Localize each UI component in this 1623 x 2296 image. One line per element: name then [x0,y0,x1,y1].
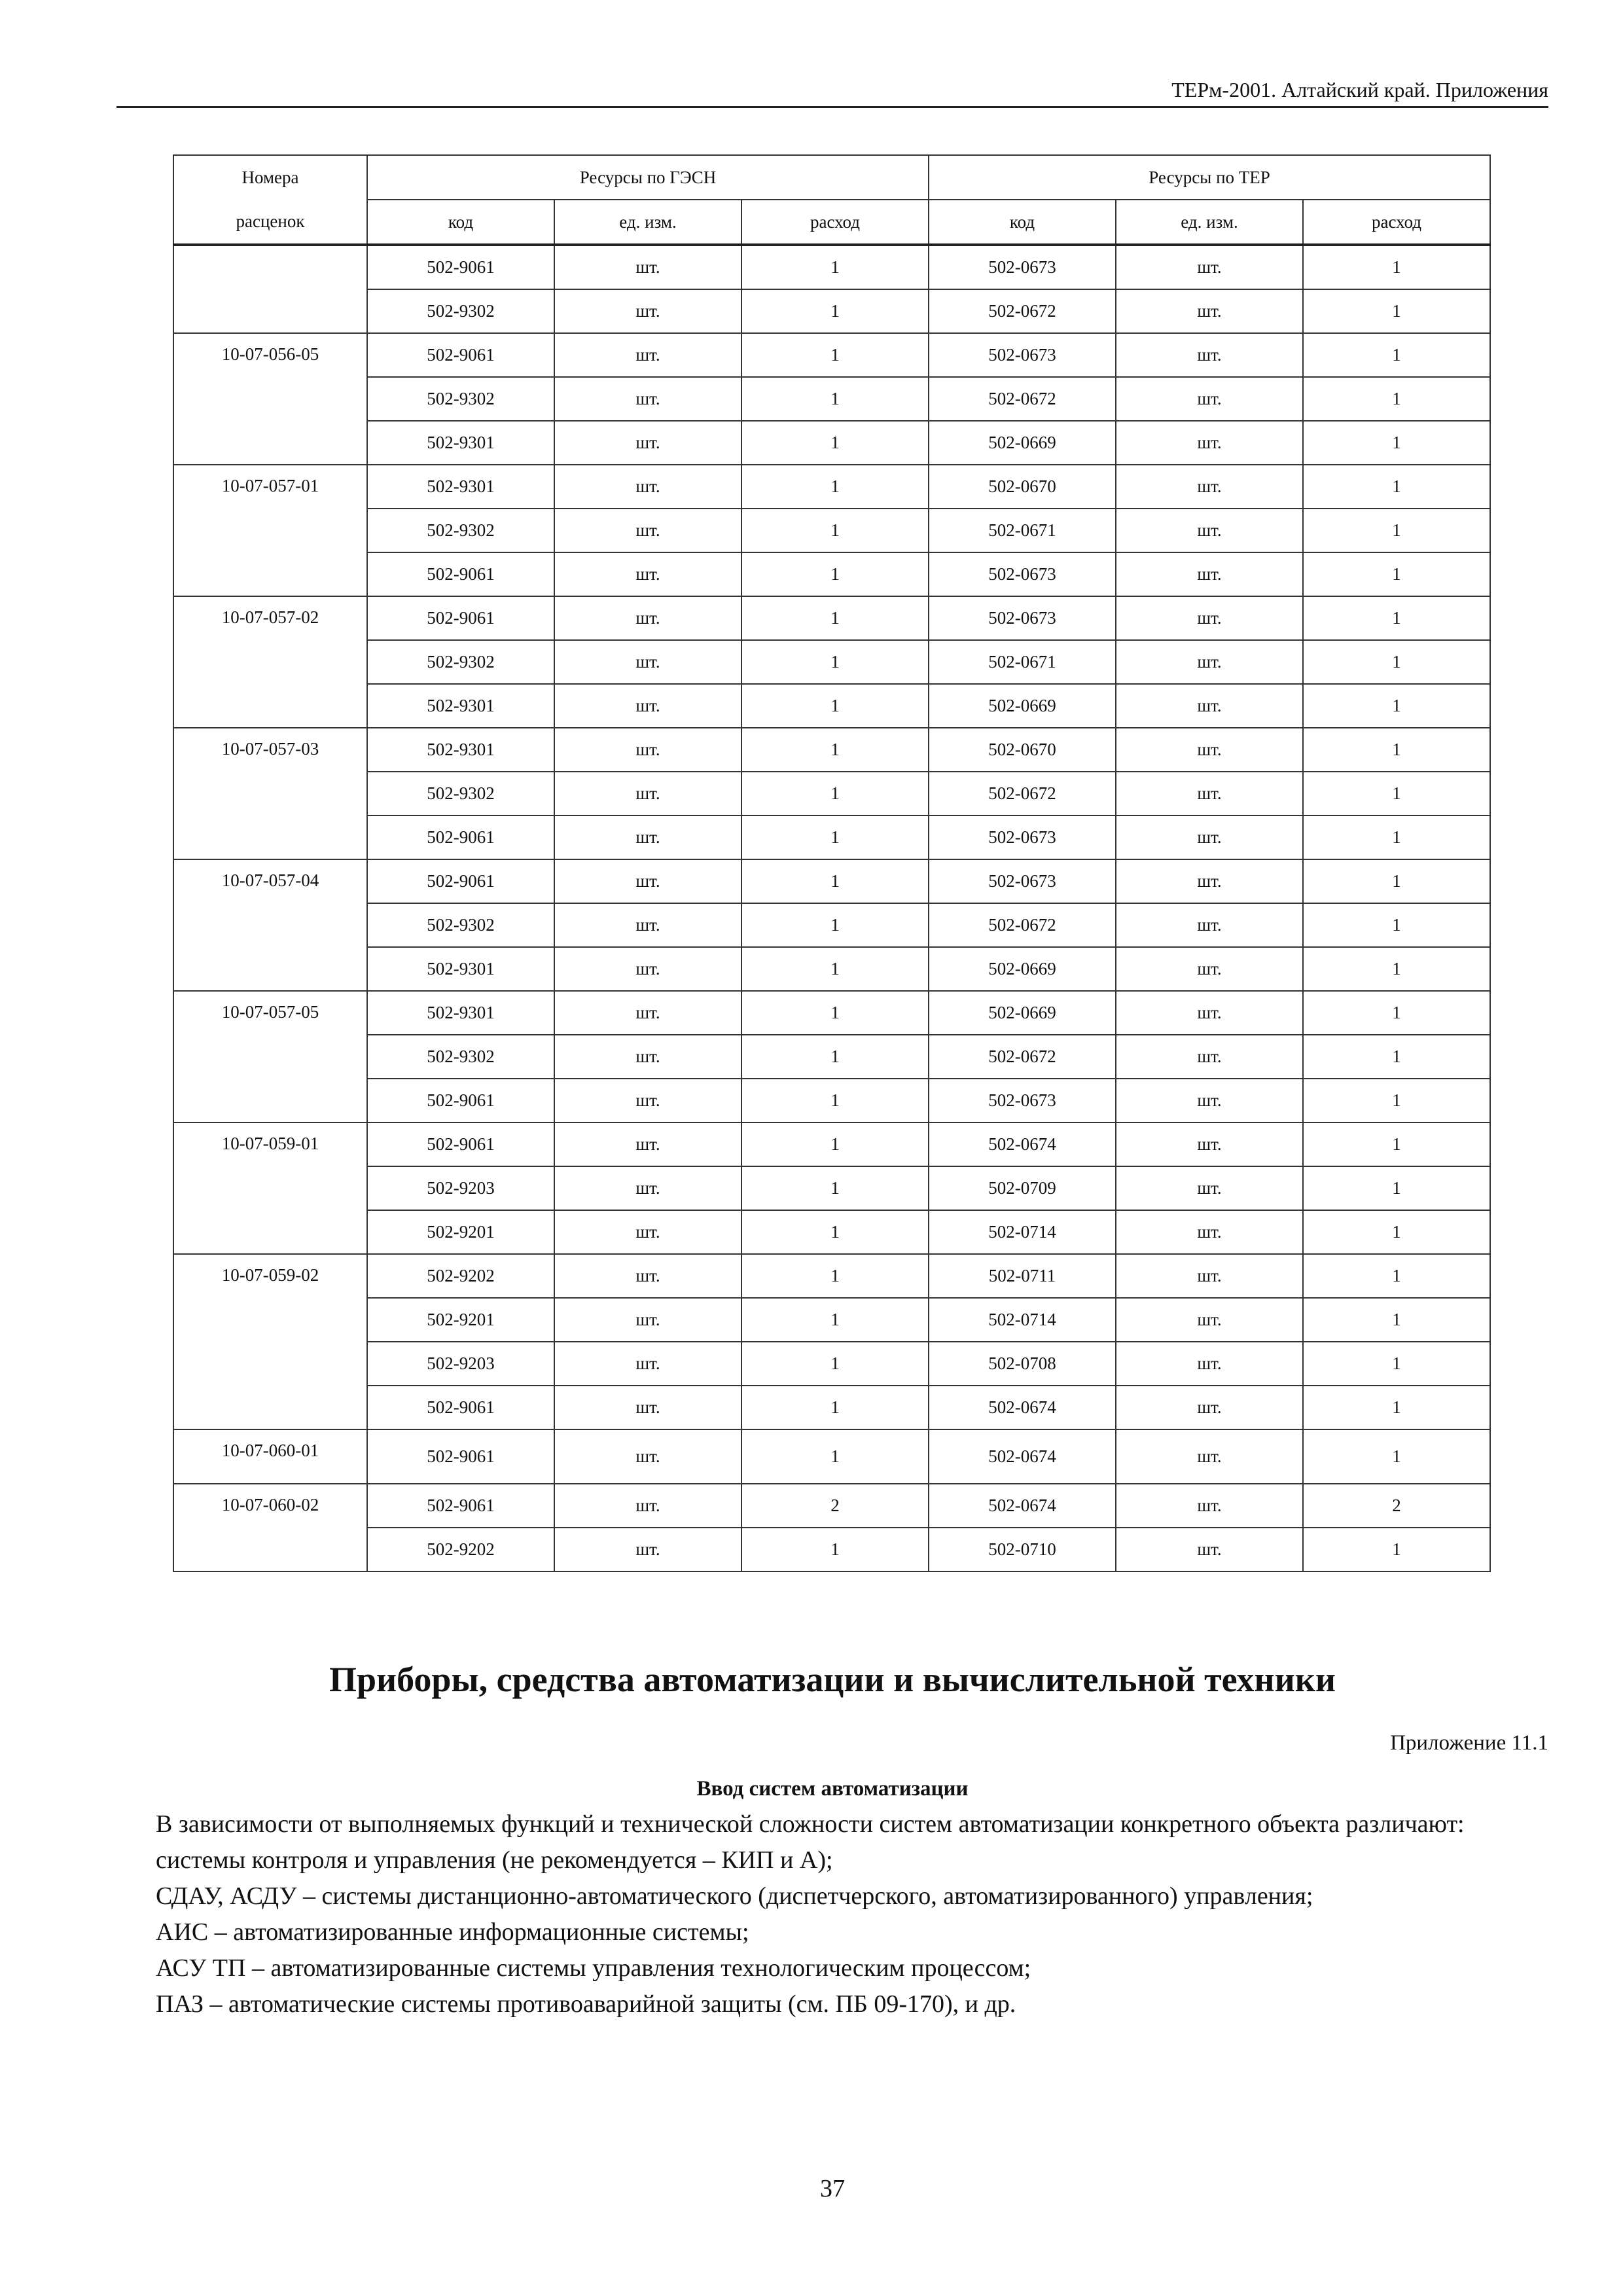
table-row [173,509,1490,552]
gesn-qty-cell: 1 [741,1386,929,1429]
table-row [173,1166,1490,1210]
ter-unit-cell: шт. [1116,245,1303,289]
gesn-qty-cell: 1 [741,1298,929,1342]
ter-unit-cell: шт. [1116,1079,1303,1122]
ter-unit-cell: шт. [1116,1528,1303,1571]
gesn-unit-cell: шт. [554,421,741,465]
table-row [173,1386,1490,1429]
ter-code-cell: 502-0708 [929,1342,1116,1386]
gesn-qty-cell: 1 [741,947,929,991]
ter-qty-cell: 1 [1303,1528,1490,1571]
gesn-unit-cell: шт. [554,772,741,816]
ter-code-cell: 502-0671 [929,640,1116,684]
gesn-unit-cell: шт. [554,1429,741,1484]
ter-unit-cell: шт. [1116,684,1303,728]
gesn-code-cell: 502-9302 [367,1035,554,1079]
ter-code-cell: 502-0672 [929,772,1116,816]
ter-unit-cell: шт. [1116,859,1303,903]
table-row [173,552,1490,596]
gesn-code-cell: 502-9061 [367,245,554,289]
paragraph: системы контроля и управления (не рекомендуется – КИП и А); [156,1846,833,1874]
table-row [173,465,1490,509]
page-number: 37 [820,2175,845,2202]
gesn-qty-cell: 1 [741,1210,929,1254]
gesn-code-cell: 502-9301 [367,947,554,991]
gesn-code-cell: 502-9202 [367,1528,554,1571]
ter-qty-cell: 1 [1303,1122,1490,1166]
rate-number-cell: 10-07-057-02 [173,596,367,728]
gesn-code-cell: 502-9301 [367,728,554,772]
table-row [173,991,1490,1035]
gesn-code-cell: 502-9203 [367,1342,554,1386]
ter-unit-cell: шт. [1116,552,1303,596]
ter-qty-cell: 1 [1303,947,1490,991]
ter-code-cell: 502-0673 [929,816,1116,859]
section-subtitle: Ввод систем автоматизации [696,1777,969,1801]
gesn-unit-cell: шт. [554,509,741,552]
ter-qty-cell: 2 [1303,1484,1490,1528]
table-row [173,1122,1490,1166]
gesn-code-cell: 502-9302 [367,377,554,421]
table-row [173,728,1490,772]
gesn-unit-cell: шт. [554,1386,741,1429]
gesn-code-cell: 502-9061 [367,859,554,903]
gesn-code-cell: 502-9061 [367,552,554,596]
ter-unit-cell: шт. [1116,772,1303,816]
gesn-code-cell: 502-9302 [367,772,554,816]
ter-qty-cell: 1 [1303,333,1490,377]
gesn-code-cell: 502-9301 [367,421,554,465]
gesn-code-cell: 502-9201 [367,1298,554,1342]
ter-qty-cell: 1 [1303,903,1490,947]
table-row [173,859,1490,903]
ter-code-cell: 502-0672 [929,1035,1116,1079]
table-row [173,1035,1490,1079]
table-row [173,421,1490,465]
gesn-code-cell: 502-9061 [367,1079,554,1122]
gesn-unit-cell: шт. [554,1298,741,1342]
gesn-unit-cell: шт. [554,1528,741,1571]
rate-number-cell: 10-07-056-05 [173,333,367,465]
table-row [173,1484,1490,1528]
gesn-qty-cell: 1 [741,816,929,859]
gesn-qty-cell: 1 [741,552,929,596]
gesn-code-cell: 502-9201 [367,1210,554,1254]
rate-number-cell: 10-07-060-02 [173,1484,367,1571]
ter-unit-cell: шт. [1116,1254,1303,1298]
ter-code-cell: 502-0673 [929,859,1116,903]
gesn-qty-cell: 1 [741,772,929,816]
ter-code-cell: 502-0711 [929,1254,1116,1298]
ter-code-cell: 502-0714 [929,1298,1116,1342]
ter-unit-cell: шт. [1116,1210,1303,1254]
gesn-unit-cell: шт. [554,289,741,333]
gesn-code-cell: 502-9301 [367,684,554,728]
table-row [173,596,1490,640]
ter-qty-cell: 1 [1303,1079,1490,1122]
ter-qty-cell: 1 [1303,859,1490,903]
gesn-code-cell: 502-9301 [367,465,554,509]
ter-code-cell: 502-0671 [929,509,1116,552]
section-body [116,1806,1548,2022]
gesn-qty-cell: 1 [741,1035,929,1079]
table-row [173,1298,1490,1342]
paragraph: АИС – автоматизированные информационные системы; [156,1918,749,1946]
table-row [173,333,1490,377]
rate-number-cell: 10-07-057-03 [173,728,367,859]
ter-unit-cell: шт. [1116,903,1303,947]
gesn-unit-header: ед. изм. [554,200,741,245]
rate-number-cell: 10-07-059-02 [173,1254,367,1429]
gesn-code-cell: 502-9061 [367,1122,554,1166]
rate-number-cell: 10-07-057-04 [173,859,367,991]
ter-unit-cell: шт. [1116,1484,1303,1528]
gesn-qty-cell: 1 [741,684,929,728]
ter-unit-cell: шт. [1116,333,1303,377]
table-row [173,1079,1490,1122]
gesn-unit-cell: шт. [554,1035,741,1079]
rate-number-cell: 10-07-059-01 [173,1122,367,1254]
gesn-code-cell: 502-9061 [367,816,554,859]
gesn-qty-cell: 1 [741,245,929,289]
ter-code-cell: 502-0670 [929,465,1116,509]
gesn-group-header: Ресурсы по ГЭСН [367,155,929,200]
gesn-qty-cell: 1 [741,728,929,772]
ter-qty-cell: 1 [1303,377,1490,421]
ter-code-cell: 502-0673 [929,245,1116,289]
gesn-unit-cell: шт. [554,465,741,509]
ter-unit-cell: шт. [1116,377,1303,421]
ter-code-cell: 502-0674 [929,1122,1116,1166]
gesn-unit-cell: шт. [554,859,741,903]
table-row [173,1429,1490,1484]
table-row [173,816,1490,859]
gesn-code-cell: 502-9301 [367,991,554,1035]
table-row [173,1528,1490,1571]
gesn-qty-cell: 1 [741,1166,929,1210]
gesn-unit-cell: шт. [554,1342,741,1386]
gesn-unit-cell: шт. [554,947,741,991]
ter-code-cell: 502-0709 [929,1166,1116,1210]
ter-qty-cell: 1 [1303,1298,1490,1342]
gesn-code-cell: 502-9302 [367,640,554,684]
gesn-unit-cell: шт. [554,377,741,421]
gesn-unit-cell: шт. [554,684,741,728]
gesn-unit-cell: шт. [554,1079,741,1122]
gesn-unit-cell: шт. [554,245,741,289]
ter-unit-cell: шт. [1116,1429,1303,1484]
table-row [173,377,1490,421]
ter-unit-cell: шт. [1116,289,1303,333]
ter-code-cell: 502-0672 [929,289,1116,333]
ter-unit-cell: шт. [1116,1122,1303,1166]
ter-qty-cell: 1 [1303,421,1490,465]
ter-unit-cell: шт. [1116,1298,1303,1342]
gesn-unit-cell: шт. [554,991,741,1035]
ter-group-header: Ресурсы по ТЕР [929,155,1490,200]
rate-number-cell: 10-07-057-01 [173,465,367,596]
ter-qty-cell: 1 [1303,1386,1490,1429]
ter-qty-cell: 1 [1303,245,1490,289]
table-body [173,245,1490,1571]
gesn-qty-cell: 1 [741,1342,929,1386]
running-header: ТЕРм-2001. Алтайский край. Приложения [116,73,1548,108]
gesn-qty-cell: 1 [741,421,929,465]
ter-code-cell: 502-0670 [929,728,1116,772]
section-title: Приборы, средства автоматизации и вычислительной техники [329,1660,1336,1699]
gesn-unit-cell: шт. [554,552,741,596]
ter-qty-cell: 1 [1303,1210,1490,1254]
table-row [173,245,1490,289]
ter-code-cell: 502-0673 [929,552,1116,596]
ter-code-cell: 502-0669 [929,991,1116,1035]
ter-code-cell: 502-0669 [929,947,1116,991]
ter-unit-cell: шт. [1116,640,1303,684]
ter-unit-cell: шт. [1116,465,1303,509]
ter-unit-cell: шт. [1116,816,1303,859]
ter-qty-cell: 1 [1303,1342,1490,1386]
gesn-qty-cell: 1 [741,991,929,1035]
gesn-code-cell: 502-9061 [367,1429,554,1484]
ter-code-cell: 502-0669 [929,684,1116,728]
ter-qty-cell: 1 [1303,509,1490,552]
ter-code-cell: 502-0673 [929,333,1116,377]
gesn-code-cell: 502-9302 [367,509,554,552]
ter-unit-cell: шт. [1116,728,1303,772]
rate-number-cell [173,245,367,333]
ter-qty-cell: 1 [1303,772,1490,816]
gesn-code-cell: 502-9203 [367,1166,554,1210]
gesn-unit-cell: шт. [554,1122,741,1166]
rate-number-cell: 10-07-060-01 [173,1429,367,1484]
ter-qty-cell: 1 [1303,552,1490,596]
gesn-qty-cell: 1 [741,333,929,377]
ter-unit-cell: шт. [1116,596,1303,640]
ter-qty-header: расход [1303,200,1490,245]
gesn-qty-cell: 1 [741,1079,929,1122]
gesn-code-header: код [367,200,554,245]
table-row [173,1254,1490,1298]
ter-qty-cell: 1 [1303,684,1490,728]
gesn-qty-cell: 1 [741,465,929,509]
ter-qty-cell: 1 [1303,289,1490,333]
appendix-label: Приложение 11.1 [1390,1731,1548,1755]
table-row [173,640,1490,684]
gesn-unit-cell: шт. [554,1166,741,1210]
gesn-qty-cell: 1 [741,1528,929,1571]
paragraph: ПАЗ – автоматические системы противоаварийной защиты (см. ПБ 09-170), и др. [156,1990,1016,2018]
gesn-unit-cell: шт. [554,596,741,640]
gesn-qty-cell: 1 [741,859,929,903]
ter-qty-cell: 1 [1303,465,1490,509]
gesn-code-cell: 502-9302 [367,289,554,333]
ter-qty-cell: 1 [1303,596,1490,640]
gesn-qty-cell: 1 [741,1122,929,1166]
ter-unit-cell: шт. [1116,1166,1303,1210]
table-row [173,1210,1490,1254]
ter-code-cell: 502-0710 [929,1528,1116,1571]
rate-number-cell: 10-07-057-05 [173,991,367,1122]
ter-unit-cell: шт. [1116,991,1303,1035]
gesn-qty-header: расход [741,200,929,245]
gesn-qty-cell: 1 [741,640,929,684]
ter-unit-cell: шт. [1116,509,1303,552]
ter-qty-cell: 1 [1303,1429,1490,1484]
gesn-qty-cell: 1 [741,509,929,552]
gesn-unit-cell: шт. [554,903,741,947]
gesn-code-cell: 502-9302 [367,903,554,947]
ter-qty-cell: 1 [1303,728,1490,772]
ter-code-cell: 502-0673 [929,596,1116,640]
gesn-unit-cell: шт. [554,1254,741,1298]
ter-code-cell: 502-0672 [929,377,1116,421]
gesn-code-cell: 502-9061 [367,333,554,377]
table-row [173,772,1490,816]
gesn-code-cell: 502-9061 [367,1484,554,1528]
gesn-qty-cell: 1 [741,1254,929,1298]
ter-qty-cell: 1 [1303,816,1490,859]
ter-qty-cell: 1 [1303,991,1490,1035]
ter-code-header: код [929,200,1116,245]
gesn-qty-cell: 1 [741,903,929,947]
table-row [173,289,1490,333]
ter-unit-cell: шт. [1116,1035,1303,1079]
table-row [173,1342,1490,1386]
gesn-unit-cell: шт. [554,1210,741,1254]
gesn-unit-cell: шт. [554,333,741,377]
gesn-qty-cell: 1 [741,1429,929,1484]
ter-unit-cell: шт. [1116,1342,1303,1386]
ter-code-cell: 502-0714 [929,1210,1116,1254]
gesn-qty-cell: 1 [741,377,929,421]
paragraph: АСУ ТП – автоматизированные системы управления технологическим процессом; [156,1954,1031,1982]
table-row [173,684,1490,728]
ter-qty-cell: 1 [1303,1035,1490,1079]
ter-code-cell: 502-0669 [929,421,1116,465]
gesn-code-cell: 502-9202 [367,1254,554,1298]
ter-unit-cell: шт. [1116,947,1303,991]
ter-code-cell: 502-0674 [929,1386,1116,1429]
ter-code-cell: 502-0674 [929,1429,1116,1484]
table-row [173,947,1490,991]
ter-qty-cell: 1 [1303,1254,1490,1298]
rates-header-bottom: расценок [173,200,367,245]
gesn-qty-cell: 1 [741,596,929,640]
ter-unit-cell: шт. [1116,421,1303,465]
table-row [173,903,1490,947]
paragraph: СДАУ, АСДУ – системы дистанционно-автоматического (диспетчерского, автоматизированного) управления; [156,1882,1313,1910]
ter-code-cell: 502-0673 [929,1079,1116,1122]
ter-code-cell: 502-0672 [929,903,1116,947]
gesn-unit-cell: шт. [554,1484,741,1528]
gesn-unit-cell: шт. [554,640,741,684]
rates-header-top: Номера [173,155,367,200]
ter-code-cell: 502-0674 [929,1484,1116,1528]
paragraph: В зависимости от выполняемых функций и технической сложности систем автоматизации конкретного объекта различают: [156,1810,1465,1838]
ter-unit-header: ед. изм. [1116,200,1303,245]
ter-qty-cell: 1 [1303,1166,1490,1210]
ter-unit-cell: шт. [1116,1386,1303,1429]
gesn-code-cell: 502-9061 [367,1386,554,1429]
gesn-unit-cell: шт. [554,728,741,772]
gesn-code-cell: 502-9061 [367,596,554,640]
resources-table [173,154,1491,1572]
gesn-unit-cell: шт. [554,816,741,859]
ter-qty-cell: 1 [1303,640,1490,684]
gesn-qty-cell: 1 [741,289,929,333]
gesn-qty-cell: 2 [741,1484,929,1528]
